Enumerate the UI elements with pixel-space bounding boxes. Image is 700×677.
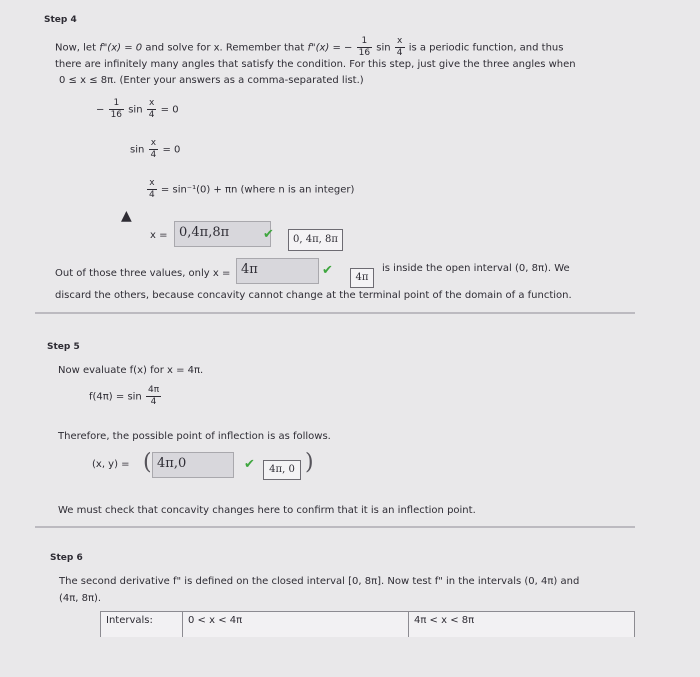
step4-intro	[55, 37, 563, 58]
intervals-label: Intervals:	[101, 612, 183, 637]
step6-line1: The second derivative f" is defined on the closed interval [0, 8π]. Now test f" in the intervals (0, 4π) and	[59, 576, 580, 587]
equation-3: $\frac{x}{4}$ = sin⁻¹(0) + πn (where n is an integer)	[149, 178, 355, 200]
open-paren: (	[143, 450, 152, 475]
fraction-1-16: $\frac{1}{16}$	[358, 36, 371, 58]
therefore-text: Therefore, the possible point of inflection is as follows.	[58, 431, 331, 442]
equation-2: sin $\frac{x}{4}$ = 0	[130, 138, 181, 160]
intro-text-mid: and solve for x. Remember that	[145, 42, 305, 54]
step4-title: Step 4	[44, 15, 77, 25]
intervals-table-row	[100, 611, 635, 637]
close-paren: )	[305, 450, 314, 475]
step5-title: Step 5	[47, 342, 80, 352]
out-of-text: Out of those three values, only x =	[55, 268, 231, 279]
x-equals-label: x =	[150, 230, 168, 241]
mouse-cursor-icon: ▲	[121, 208, 132, 224]
step6-title: Step 6	[50, 553, 83, 563]
f2x-equals-zero: f"(x) = 0	[99, 42, 143, 54]
correct-answer-x: 4π	[350, 268, 374, 288]
answer-input-point[interactable]: 4π,0	[152, 452, 234, 478]
step6-line2: (4π, 8π).	[59, 593, 102, 604]
step5-line1: Now evaluate f(x) for x = 4π.	[58, 365, 204, 376]
answer-input-angles[interactable]: 0,4π,8π	[174, 221, 271, 247]
divider	[35, 312, 635, 314]
interval-cell-1: 0 < x < 4π	[183, 612, 409, 637]
interval-cell-2: 4π < x < 8π	[414, 615, 475, 626]
correct-answer-angles: 0, 4π, 8π	[288, 229, 343, 251]
check-icon: ✔	[263, 227, 274, 242]
evaluation-equation: f(4π) = sin $\frac{4\pi}{4}$	[89, 385, 160, 407]
step4-line3: 0 ≤ x ≤ 8π. (Enter your answers as a comma-separated list.)	[59, 75, 364, 86]
discard-text: discard the others, because concavity cannot change at the terminal point of the domain of a function.	[55, 290, 572, 301]
answer-input-x[interactable]: 4π	[236, 258, 319, 284]
check-concavity-text: We must check that concavity changes here to confirm that it is an inflection point.	[58, 505, 476, 516]
step4-line2: there are infinitely many angles that satisfy the condition. For this step, just give the three angles when	[55, 59, 576, 70]
fraction-x-4: $\frac{x}{4}$	[396, 36, 403, 58]
interval-text: is inside the open interval (0, 8π). We	[382, 263, 570, 274]
equation-1: − $\frac{1}{16}$ sin $\frac{x}{4}$ = 0	[96, 98, 179, 120]
sin-label: sin	[376, 42, 391, 54]
xy-label: (x, y) =	[92, 459, 130, 470]
intro-text-end: is a periodic function, and thus	[408, 42, 564, 54]
divider	[35, 526, 635, 528]
correct-answer-point: 4π, 0	[263, 460, 301, 480]
check-icon: ✔	[322, 263, 333, 278]
check-icon: ✔	[244, 457, 255, 472]
intro-text: Now, let	[55, 42, 96, 54]
f2x-expression: f"(x) = −	[307, 42, 353, 54]
